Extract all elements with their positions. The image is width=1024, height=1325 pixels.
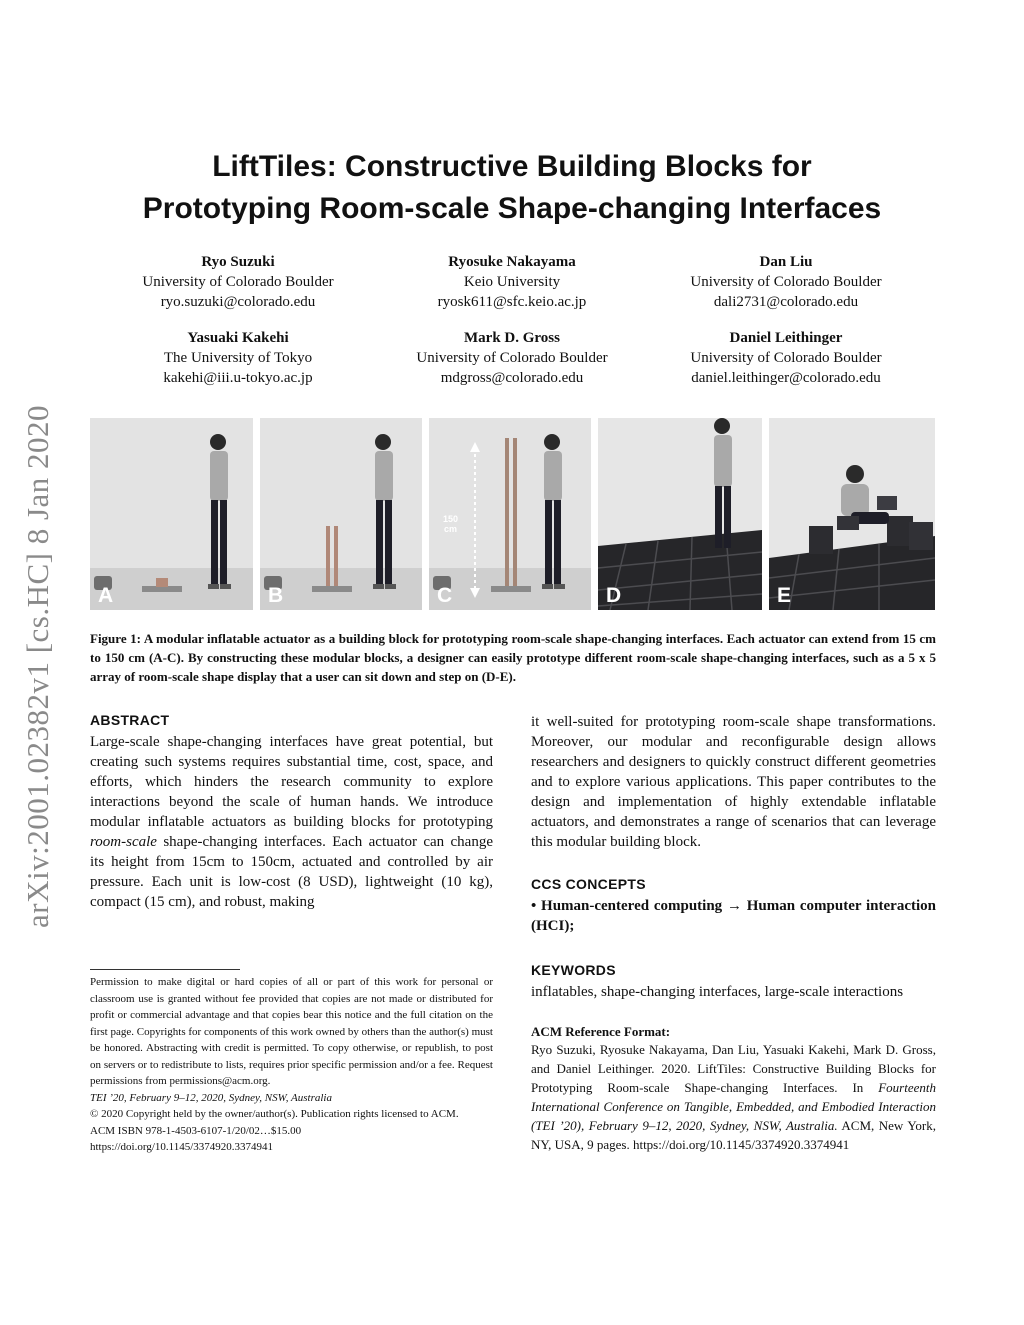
abstract-text [90, 732, 493, 912]
title-line-2: Prototyping Room-scale Shape-changing Interfaces [142, 192, 882, 225]
figure-panel-c [429, 418, 591, 610]
permission-text: Permission to make digital or hard copies of all or part of this work for personal or classroom use is granted without fee provided that copies are not made or distributed for profit or commercial advantage and that copies bear this notice and the full citation on the first page. Copyrights for components of this work owned by others than the author(s) must be honored. Abstracting with credit is permitted. To copy otherwise, or republish, to post on servers or to redistribute to lists, requires prior specific permission and/or a fee. Request permissions from permissions@acm.org. [90, 976, 493, 1087]
figure-panel-d [598, 418, 762, 610]
right-column [531, 712, 936, 1154]
doi-line: https://doi.org/10.1145/3374920.3374941 [90, 1141, 274, 1153]
title-line-1: LiftTiles: Constructive Building Blocks for [212, 150, 812, 183]
figure-panel-b [260, 418, 422, 610]
abstract-text-part-1: Large-scale shape-changing interfaces have great potential, but creating such systems requires substantial time, cost, space, and efforts, which hinders the research community to explore interactions beyond the scale of human hands. We introduce modular inflatable actuators as building blocks for prototyping [90, 734, 493, 830]
figure-panel-a [90, 418, 253, 610]
keywords-text: inflatables, shape-changing interfaces, large-scale interactions [531, 984, 904, 1000]
author-4 [88, 328, 388, 388]
abstract-text-part-2: shape-changing interfaces. Each actuator can change its height from 15cm to 150cm, actuated and controlled by air pressure. Each unit is low-cost (8 USD), lightweight (10 kg), compact (15 cm), and robust, making [90, 834, 493, 910]
reference-text-part-2: ACM, New York, NY, USA, 9 pages. https://doi.org/10.1145/3374920.3374941 [531, 1118, 936, 1152]
laptop [877, 496, 897, 510]
footnote-rule [90, 969, 240, 970]
author-5 [362, 328, 662, 388]
author-email: ryosk611@sfc.keio.ac.jp [437, 294, 587, 310]
figure-panel-e [769, 418, 935, 610]
reference-heading: ACM Reference Format: [531, 1024, 671, 1039]
author-name: Daniel Leithinger [729, 330, 843, 346]
author-1 [88, 252, 388, 312]
author-name: Ryo Suzuki [201, 254, 275, 270]
author-3 [636, 252, 936, 312]
author-name: Yasuaki Kakehi [187, 330, 289, 346]
author-name: Mark D. Gross [464, 330, 560, 346]
panel-label: E [777, 584, 792, 607]
ccs-text: • Human-centered computing → Human computer interaction (HCI); [531, 898, 936, 934]
paper-title [60, 146, 964, 230]
left-column [90, 712, 493, 912]
author-name: Ryosuke Nakayama [448, 254, 576, 270]
dimension-unit: cm [444, 524, 458, 534]
reference-text-part-1: Ryo Suzuki, Ryosuke Nakayama, Dan Liu, Yasuaki Kakehi, Mark D. Gross, and Daniel Leithinger. 2020. LiftTiles: Constructive Building Blocks for Prototyping Room-scale Shape-changing Interfaces. In [531, 1042, 936, 1095]
author-2 [362, 252, 662, 312]
author-affiliation: University of Colorado Boulder [416, 350, 608, 366]
panel-e-photo [769, 418, 935, 610]
copyright-line: © 2020 Copyright held by the owner/author(s). Publication rights licensed to ACM. [90, 1108, 459, 1120]
venue-line: TEI ’20, February 9–12, 2020, Sydney, NSW, Australia [90, 1091, 332, 1104]
reference-venue: Fourteenth International Conference on Tangible, Embedded, and Embodied Interaction (TEI ’20), February 9–12, 2020, Sydney, NSW, Australia. [531, 1080, 936, 1133]
reference-text [531, 1040, 936, 1154]
keywords-heading: KEYWORDS [531, 962, 616, 978]
panel-d-photo [598, 418, 762, 610]
author-email: mdgross@colorado.edu [440, 370, 584, 386]
panel-b-photo [260, 418, 422, 610]
abstract-heading: ABSTRACT [90, 712, 170, 728]
author-name: Dan Liu [759, 254, 813, 270]
author-email: dali2731@colorado.edu [713, 294, 859, 310]
permission-footnote [90, 974, 493, 1156]
ccs-heading: CCS CONCEPTS [531, 876, 646, 892]
arxiv-stamp: arXiv:2001.02382v1 [cs.HC] 8 Jan 2020 [20, 404, 55, 928]
author-6 [636, 328, 936, 388]
panel-label: A [98, 584, 114, 607]
panel-label: C [437, 584, 453, 607]
dimension-label [443, 514, 458, 534]
isbn-line: ACM ISBN 978-1-4503-6107-1/20/02…$15.00 [90, 1124, 302, 1137]
author-email: ryo.suzuki@colorado.edu [160, 294, 316, 310]
panel-a-photo [90, 418, 253, 610]
author-affiliation: The University of Tokyo [163, 350, 313, 366]
author-email: kakehi@iii.u-tokyo.ac.jp [163, 370, 313, 386]
author-affiliation: Keio University [463, 274, 561, 290]
abstract-continuation: it well-suited for prototyping room-scale shape transformations. Moreover, our modular and reconfigurable design allows researchers and designers to quickly construct different geometries and to explore various applications. This paper contributes to the design and implementation of highly extendable inflatable actuators, and demonstrates a range of scenarios that can leverage this modular building block. [531, 714, 936, 850]
author-affiliation: University of Colorado Boulder [690, 350, 882, 366]
figure-caption: Figure 1: A modular inflatable actuator as a building block for prototyping room-scale shape-changing interfaces. Each actuator can extend from 15 cm to 150 cm (A-C). By constructing these modular blocks, a designer can easily prototype different room-scale shape-changing interfaces, such as a 5 x 5 array of room-scale shape display that a user can sit down and step on (D-E). [90, 631, 936, 684]
author-affiliation: University of Colorado Boulder [690, 274, 882, 290]
dimension-value: 150 [443, 514, 459, 524]
panel-label: D [606, 584, 622, 607]
abstract-emphasis: room-scale [90, 834, 157, 850]
panel-label: B [268, 584, 284, 607]
author-affiliation: University of Colorado Boulder [142, 274, 334, 290]
author-email: daniel.leithinger@colorado.edu [691, 370, 881, 386]
